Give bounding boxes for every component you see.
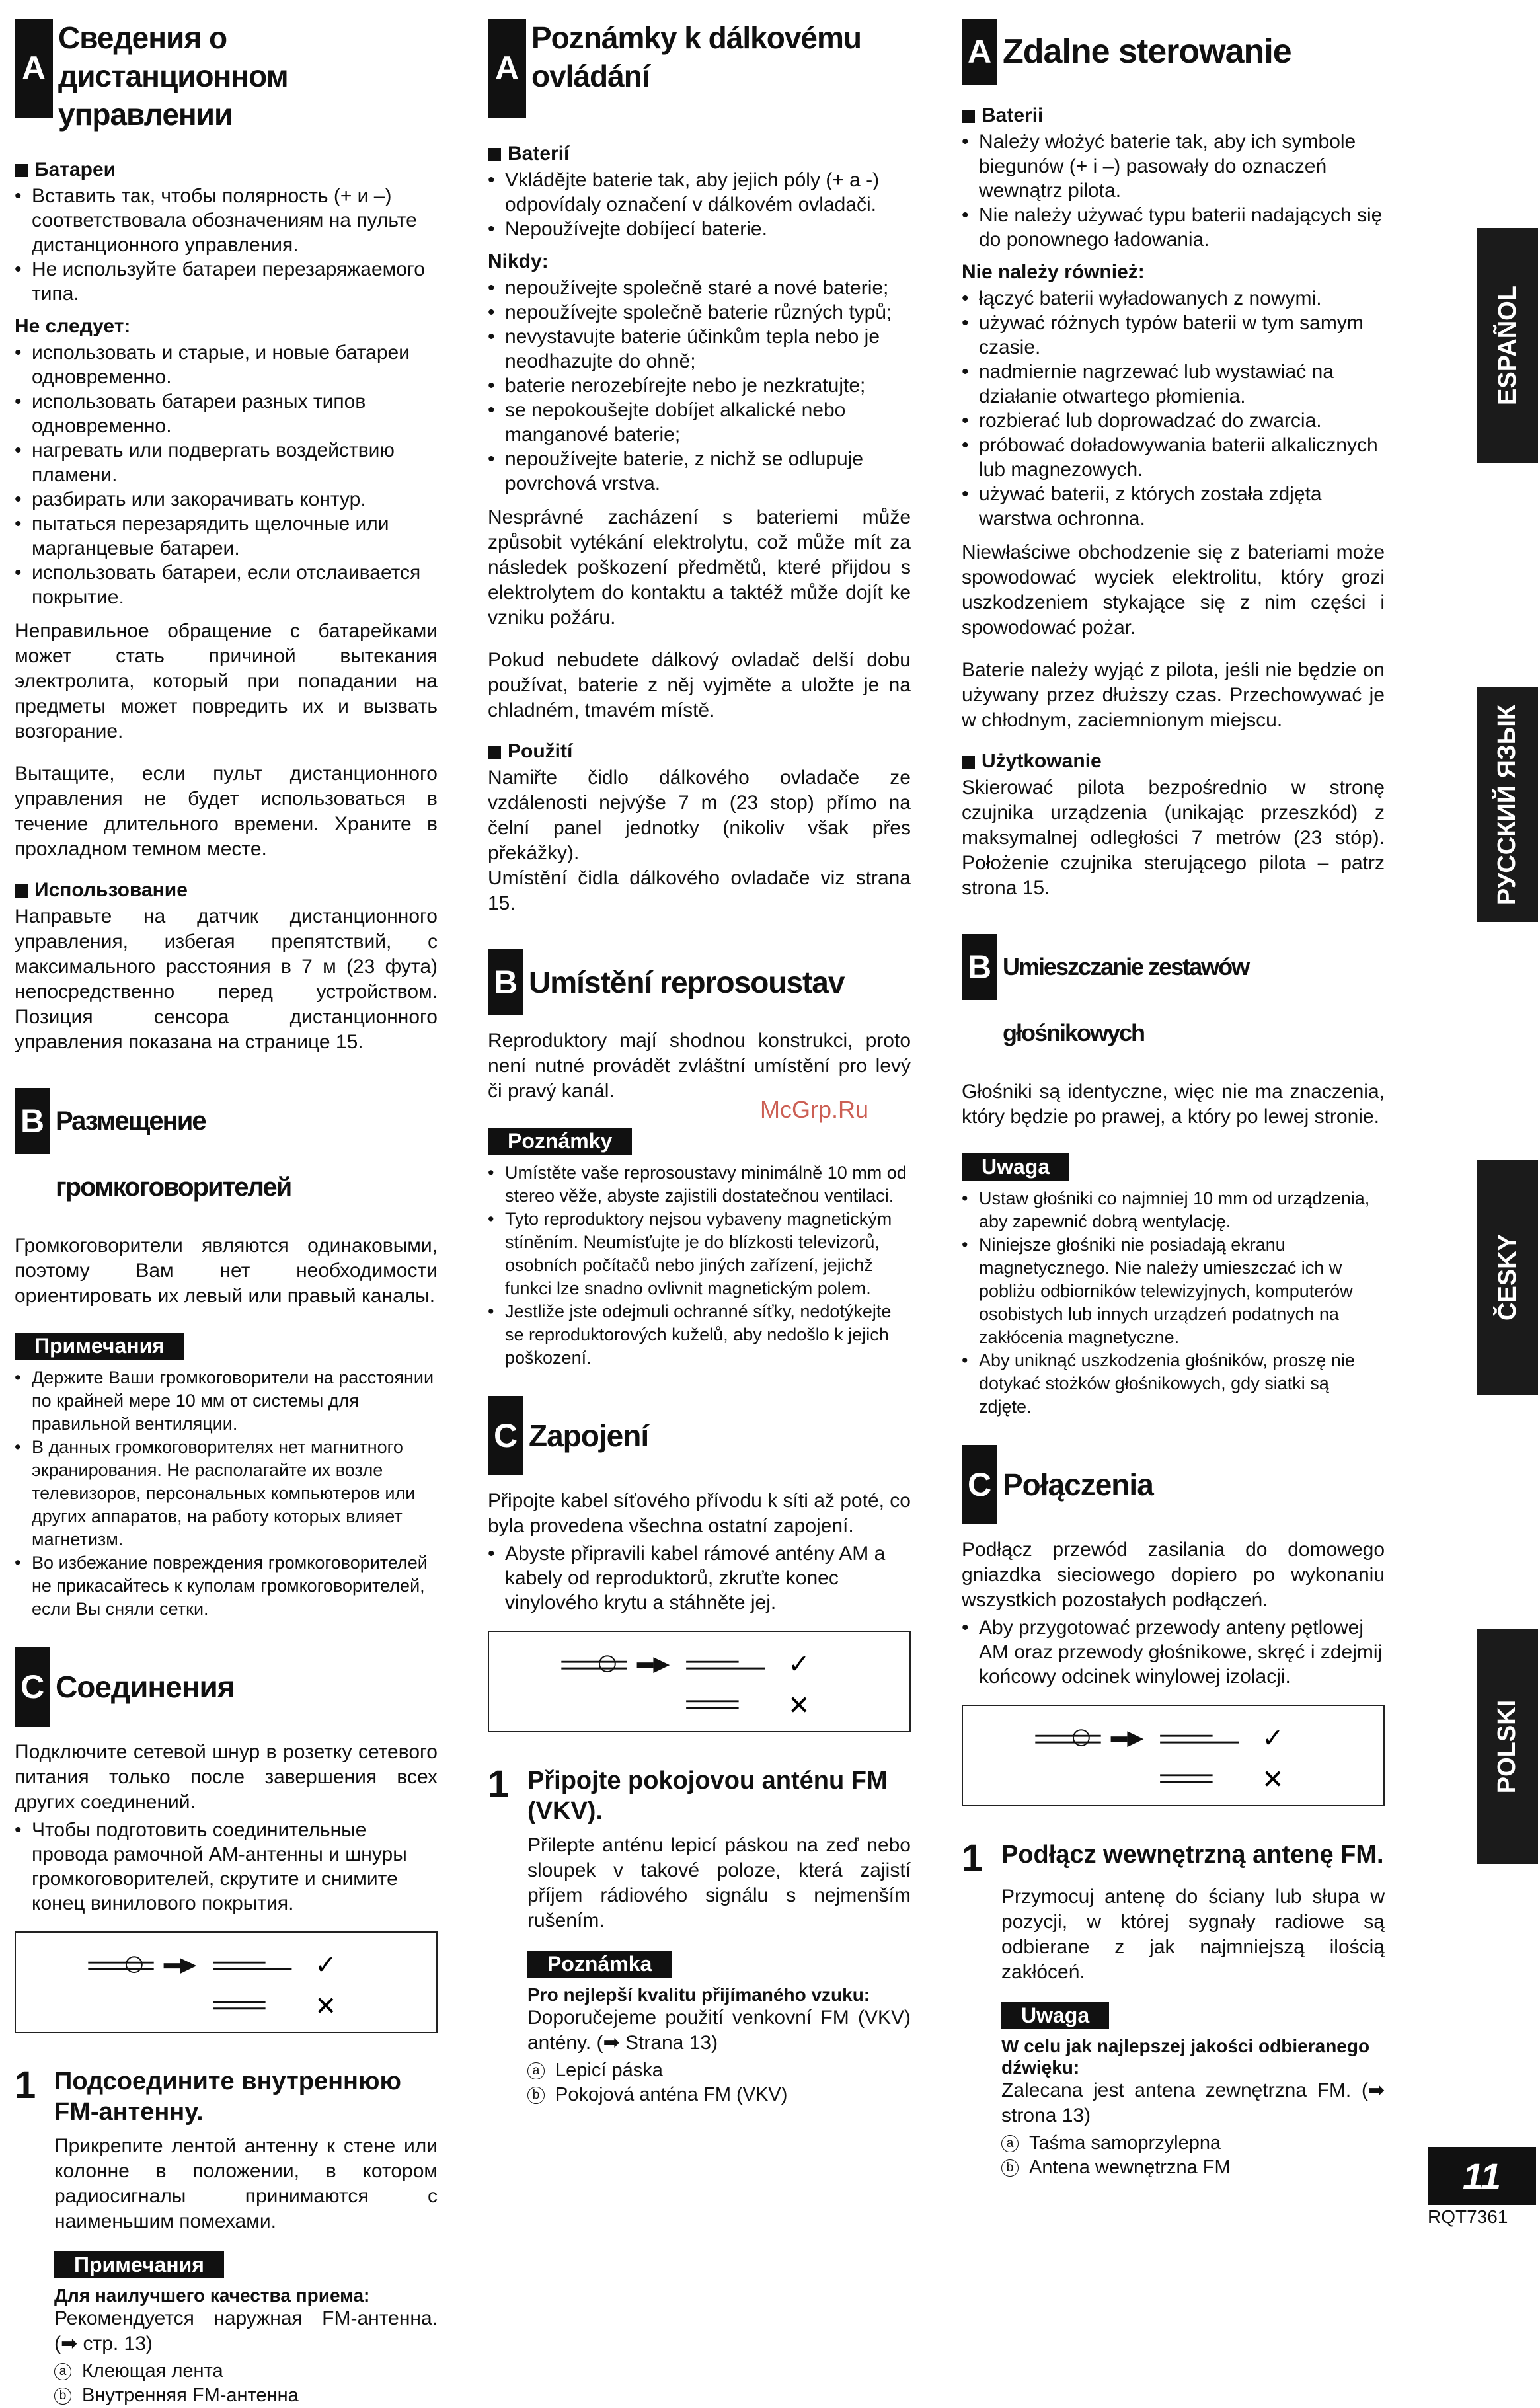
batteries-heading: Baterii [962,104,1385,127]
list-item: • nevystavujte baterie účinkům tepla nebo je neodhazujte do ohně; [488,325,911,373]
batteries-list [962,130,1385,252]
wire-twist-diagram [962,1705,1385,1806]
notes-heading: W celu jak najlepszej jakości odbieranego dźwięku: [1001,2036,1370,2078]
section-letter-c: C [962,1445,997,1524]
paragraph: Вытащите, если пульт дистанционного управления не будет использоваться в течение длительного времени. Храните в прохладном темном месте. [15,763,438,860]
tab-polish[interactable]: POLSKI [1477,1629,1538,1864]
use-heading: Использование [15,879,438,902]
notes-heading: Для наилучшего качества приема: [54,2285,370,2306]
list-item: • Держите Ваши громкоговорители на расстоянии по крайней мере 10 мм от системы для правильной вентиляции. [15,1366,438,1436]
section-letter-c: C [15,1647,50,1727]
paragraph: Głośniki są identyczne, więc nie ma znaczenia, który będzie po prawej, a który po lewej stronie. [962,1081,1385,1128]
list-item: • używać różnych typów baterii w tym samym czasie. [962,311,1385,360]
never-list [488,276,911,496]
wire-twist-illustration [489,1632,909,1731]
paragraph: Неправильное обращение с батарейками может стать причиной вытекания электролита, который при попадании на предметы может повредить их и вызвать возгорание. [15,620,438,742]
never-heading: Nie należy również: [962,261,1145,283]
paragraph: Подключите сетевой шнур в розетку сетевого питания только после завершения всех других соединений. [15,1741,438,1813]
list-item: • Abyste připravili kabel rámové antény AM a kabely od reproduktorů, zkruťte konec vinylového krytu a stáhněte jej. [488,1541,911,1615]
annotation-b: b Pokojová anténa FM (VKV) [527,2083,911,2107]
notes-label: Uwaga [962,1153,1069,1181]
column-polish [962,19,1385,2180]
section-letter-b: B [15,1088,50,1154]
annotation-a: a Taśma samoprzylepna [1001,2131,1385,2156]
notes-list [962,1187,1385,1418]
list-item: • использовать и старые, и новые батареи одновременно. [15,340,438,389]
section-c-header [488,1396,911,1475]
list-item: • В данных громкоговорителях нет магнитного экранирования. Не располагайте их возле телевизоров, персональных компьютеров или других аппаратов, на работу которых влияет магнетизм. [15,1436,438,1551]
list-item: • Чтобы подготовить соединительные провода рамочной AM-антенны и шнуры громкоговорителей, скрутите и снимите конец винилового покрытия. [15,1818,438,1916]
paragraph: Направьте на датчик дистанционного управления, избегая препятствий, с максимального расстояния в 7 м (23 фута) непосредственно перед устройством. Позиция сенсора дистанционного управления показана на странице 15. [15,906,438,1053]
document-code: RQT7361 [1428,2206,1508,2227]
section-a-header [488,19,911,118]
list-item: • Tyto reproduktory nejsou vybaveny magnetickým stíněním. Neumísťujte je do blízkosti televizorů, osobních počítačů nebo jiných zařízení, jejichž funkci lze snadno ovlivnit magnetickým polem. [488,1208,911,1300]
list-item: • używać baterii, z których została zdjęta warstwa ochronna. [962,482,1385,531]
section-a-title: Poznámky k dálkovému ovládání [531,20,861,93]
wire-twist-illustration [16,1933,436,2032]
paragraph: Připojte kabel síťového přívodu k síti až poté, co byla provedena všechna ostatní zapojení. [488,1490,911,1537]
notes-label: Uwaga [1001,2002,1109,2029]
step-1 [962,1837,1385,1880]
never-list [962,286,1385,531]
notes-label: Примечания [15,1333,184,1360]
list-item: • Niniejsze głośniki nie posiadają ekranu magnetycznego. Nie należy umieszczać ich w pobliżu odbiorników telewizyjnych, komputerów osobistych lub innych urządzeń podatnych na zakłócenia magnetyczne. [962,1233,1385,1349]
page-number: 11 [1428,2147,1536,2205]
notes-heading: Pro nejlepší kvalitu přijímaného vzuku: [527,1984,870,2005]
connection-list [488,1541,911,1615]
wire-twist-illustration [963,1706,1383,1805]
list-item: • Не используйте батареи перезаряжаемого типа. [15,257,438,306]
list-item: • Ustaw głośniki co najmniej 10 mm od urządzenia, aby zapewnić dobrą wentylację. [962,1187,1385,1233]
list-item: • rozbierać lub doprowadzać do zwarcia. [962,408,1385,433]
column-russian [15,19,438,2408]
notes-list [15,1366,438,1621]
paragraph: Baterie należy wyjąć z pilota, jeśli nie będzie on używany przez dłuższy czas. Przechowywać je w chłodnym, zaciemnionym miejscu. [962,659,1385,731]
list-item: • nepoužívejte společně baterie různých typů; [488,300,911,325]
list-item: • próbować doładowywania baterii alkalicznych lub magnezowych. [962,433,1385,482]
section-c-header [15,1647,438,1727]
paragraph: Przymocuj antenę do ściany lub słupa w pozycji, w której sygnały radiowe są odbierane z jak najmniejszą ilością zakłóceń. [1001,1886,1385,1983]
list-item: • se nepokoušejte dobíjet alkalické nebo manganové baterie; [488,398,911,447]
tab-espanol[interactable]: ESPAÑOL [1477,228,1538,463]
list-item: • łączyć baterii wyładowanych z nowymi. [962,286,1385,311]
step-title: Podłącz wewnętrzną antenę FM. [1001,1841,1384,1869]
batteries-list [15,184,438,306]
batteries-heading: Baterií [488,143,911,165]
section-b-header [15,1088,438,1220]
notes-label: Poznámka [527,1951,672,1978]
section-a-title: Zdalne sterowanie [1003,32,1291,71]
paragraph: Podłącz przewód zasilania do domowego gniazdka sieciowego dopiero po wykonaniu wszystkich pozostałych podłączeń. [962,1539,1385,1611]
connection-list [962,1615,1385,1689]
never-list [15,340,438,609]
paragraph: Přilepte anténu lepicí páskou na zeď nebo sloupek v takové poloze, která zajistí příjem rádiového signálu s nejmenším rušením. [527,1834,911,1931]
step-title: Připojte pokojovou anténu FM (VKV). [527,1767,888,1825]
batteries-list [488,168,911,241]
list-item: • разбирать или закорачивать контур. [15,487,438,512]
paragraph: Рекомендуется наружная FM-антенна. (➡ стр. 13) [54,2308,438,2354]
svg-text:✓: ✓ [315,1950,337,1981]
section-b-title: Umieszczanie zestawów głośnikowych [1003,953,1249,1046]
section-c-title: Połączenia [1003,1467,1153,1502]
tab-russian[interactable]: РУССКИЙ ЯЗЫК [1477,687,1538,922]
notes-list [488,1161,911,1370]
list-item: • baterie nerozebírejte nebo je nezkratujte; [488,373,911,398]
paragraph: Прикрепите лентой антенну к стене или колонне в положении, в котором радиосигналы принимаются с наименьшим помехами. [54,2135,438,2232]
annotation-b: b Antena wewnętrzna FM [1001,2156,1385,2180]
step-number: 1 [488,1763,510,1806]
step-title: Подсоедините внутреннюю FM-антенну. [54,2068,401,2126]
section-a-header [962,19,1385,85]
use-heading: Použití [488,740,911,763]
batteries-heading: Батареи [15,159,438,181]
svg-text:✕: ✕ [1262,1764,1284,1795]
section-letter-b: B [488,949,523,1015]
paragraph: Namiřte čidlo dálkového ovladače ze vzdálenosti nejvýše 7 m (23 stop) přímo na čelní panel jednotky (nikoliv však přes překážky). [488,767,911,864]
list-item: • Aby przygotować przewody anteny pętlowej AM oraz przewody głośnikowe, skręć i zdejmij końcowy odcinek winylowej izolacji. [962,1615,1385,1689]
step-1 [15,2066,438,2127]
list-item: • нагревать или подвергать воздействию пламени. [15,438,438,487]
section-c-title: Zapojení [529,1418,649,1453]
section-letter-b: B [962,934,997,1000]
list-item: • Jestliže jste odejmuli ochranné síťky, nedotýkejte se reproduktorových kuželů, aby nedošlo k jejich poškození. [488,1300,911,1370]
section-b-title: Размещение громкоговорителей [56,1107,291,1202]
section-a-header [15,19,438,134]
paragraph: Doporučejeme použití venkovní FM (VKV) antény. (➡ Strana 13) [527,2007,911,2054]
step-number: 1 [962,1837,983,1880]
section-c-header [962,1445,1385,1524]
paragraph: Reproduktory mají shodnou konstrukci, proto není nutné provádět zvláštní umístění pro levý či pravý kanál. [488,1030,911,1102]
paragraph: Skierować pilota bezpośrednio w stronę czujnika urządzenia (unikając przeszkód) z maksymalnej odległości 7 metrów (23 stóp). Położenie czujnika sterującego pilota – patrz strona 15. [962,777,1385,899]
section-letter-a: A [488,19,526,118]
column-czech [488,19,911,2107]
list-item: • Nepoužívejte dobíjecí baterie. [488,217,911,241]
svg-text:✓: ✓ [788,1649,810,1680]
section-a-title: Сведения о дистанционном управлении [58,20,288,132]
paragraph: Zalecana jest antena zewnętrzna FM. (➡ strona 13) [1001,2079,1385,2126]
notes-label: Poznámky [488,1128,632,1155]
paragraph: Громкоговорители являются одинаковыми, поэтому Вам нет необходимости ориентировать их левый или правый каналы. [15,1235,438,1307]
step-1 [488,1763,911,1826]
svg-text:✓: ✓ [1262,1723,1284,1754]
paragraph: Pokud nebudete dálkový ovladač delší dobu používat, baterie z něj vyjměte a uložte je na chladném, tmavém místě. [488,649,911,721]
step-body [54,2134,438,2408]
annotation-a: a Lepicí páska [527,2058,911,2083]
section-b-title: Umístění reprosoustav [529,965,845,999]
step-body [527,1833,911,2107]
list-item: • Należy włożyć baterie tak, aby ich symbole biegunów (+ i –) pasowały do oznaczeń wewnątrz pilota. [962,130,1385,203]
list-item: • nepoužívejte baterie, z nichž se odlupuje povrchová vrstva. [488,447,911,496]
section-c-title: Соединения [56,1670,235,1704]
watermark: McGrp.Ru [760,1096,869,1123]
list-item: • Vkládějte baterie tak, aby jejich póly (+ a -) odpovídaly označení v dálkovém ovladači. [488,168,911,217]
list-item: • использовать батареи разных типов одновременно. [15,389,438,438]
step-number: 1 [15,2064,36,2107]
step-body [1001,1884,1385,2180]
tab-czech[interactable]: ČESKY [1477,1160,1538,1395]
list-item: • пытаться перезарядить щелочные или марганцевые батареи. [15,512,438,561]
section-letter-a: A [962,19,997,85]
use-heading: Użytkowanie [962,750,1385,773]
list-item: • Во избежание повреждения громкоговорителей не прикасайтесь к куполам громкоговорителей, если Вы сняли сетки. [15,1551,438,1621]
annotation-b: b Внутренняя FM-антенна [54,2384,438,2408]
list-item: • nadmiernie nagrzewać lub wystawiać na działanie otwartego płomienia. [962,360,1385,408]
list-item: • Umístěte vaše reprosoustavy minimálně 10 mm od stereo věže, abyste zajistili dostatečnou ventilaci. [488,1161,911,1208]
paragraph: Umístění čidla dálkového ovladače viz strana 15. [488,867,911,914]
notes-label: Примечания [54,2251,224,2278]
paragraph: Nesprávné zacházení s bateriemi může způsobit vytékání elektrolytu, což může mít za následek poškození předmětů, které přijdou s elektrolytem do kontaktu a taktéž může dojít ke vzniku požáru. [488,506,911,629]
section-letter-c: C [488,1396,523,1475]
list-item: • Вставить так, чтобы полярность (+ и –) соответствовала обозначениям на пульте дистанционного управления. [15,184,438,257]
never-heading: Nikdy: [488,251,549,272]
paragraph: Niewłaściwe obchodzenie się z bateriami może spowodować wyciek elektrolitu, który grozi uszkodzeniem stykające się z nim części i spowodować pożar. [962,541,1385,639]
svg-text:✕: ✕ [788,1690,810,1721]
wire-twist-diagram [15,1931,438,2033]
annotation-a: a Клеющая лента [54,2359,438,2384]
list-item: • nepoužívejte společně staré a nové baterie; [488,276,911,300]
section-b-header [962,934,1385,1066]
section-b-header [488,949,911,1015]
never-heading: Не следует: [15,315,131,337]
wire-twist-diagram [488,1631,911,1732]
list-item: • Nie należy używać typu baterii nadających się do ponownego ładowania. [962,203,1385,252]
section-letter-a: A [15,19,53,118]
svg-text:✕: ✕ [315,1991,337,2022]
list-item: • использовать батареи, если отслаивается покрытие. [15,561,438,609]
list-item: • Aby uniknąć uszkodzenia głośników, proszę nie dotykać stożków głośnikowych, gdy siatki są zdjęte. [962,1349,1385,1418]
connection-list [15,1818,438,1916]
